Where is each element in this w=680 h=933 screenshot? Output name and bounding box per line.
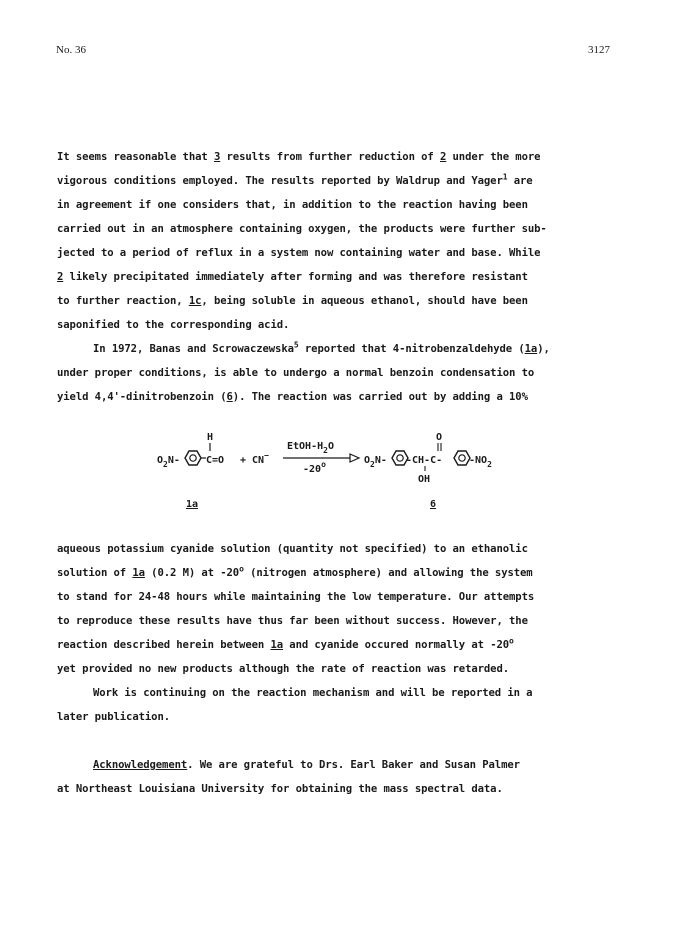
text-run: Work is continuing on the reaction mechanism and will be reported in a bbox=[93, 687, 533, 699]
reaction-scheme bbox=[0, 420, 680, 530]
text-run: yet provided no new products although the rate of reaction was retarded. bbox=[57, 663, 510, 675]
text-run: to further reaction, bbox=[57, 295, 189, 307]
text-run: solution of bbox=[57, 567, 133, 579]
carbonyl-left: C=O bbox=[206, 455, 225, 466]
text-run: ). The reaction was carried out by adding a 10% bbox=[232, 391, 528, 403]
benzene-ring-right-icon bbox=[454, 451, 470, 465]
text-run: to reproduce these results have thus far been without success. However, the bbox=[57, 615, 528, 627]
paragraph-future-work bbox=[57, 681, 617, 729]
text-run: (nitrogen atmosphere) and allowing the system bbox=[243, 567, 533, 579]
text-line bbox=[57, 705, 617, 729]
text-line bbox=[57, 657, 617, 681]
text-line bbox=[57, 241, 617, 265]
text-line bbox=[57, 753, 617, 777]
compound-label-6: 6 bbox=[430, 499, 437, 510]
text-line bbox=[57, 313, 617, 337]
product-bridge: -CH-C- bbox=[406, 455, 443, 466]
text-run: vigorous conditions employed. The results reported by Waldrup and Yager bbox=[57, 175, 503, 187]
text-run: to stand for 24-48 hours while maintaining the low temperature. Our attempts bbox=[57, 591, 535, 603]
superscript: 1 bbox=[502, 172, 508, 182]
underlined-ref: Acknowledgement bbox=[93, 759, 188, 771]
text-run: . We are grateful to Drs. Earl Baker and Susan Palmer bbox=[187, 759, 520, 771]
o2n-right: $O_2N-$ bbox=[364, 455, 387, 469]
text-line bbox=[57, 681, 617, 705]
text-run: at Northeast Louisiana University for obtaining the mass spectral data. bbox=[57, 783, 503, 795]
text-line bbox=[57, 193, 617, 217]
text-line bbox=[57, 561, 617, 585]
superscript: 5 bbox=[293, 340, 299, 350]
text-line bbox=[57, 585, 617, 609]
text-run: reaction described herein between bbox=[57, 639, 271, 651]
plus-cyanide: + CN− bbox=[240, 451, 269, 466]
underlined-ref: 1a bbox=[270, 639, 284, 651]
underlined-ref: 1a bbox=[524, 343, 538, 355]
hydroxyl-label: OH bbox=[418, 474, 431, 485]
underlined-ref: 1c bbox=[188, 295, 202, 307]
h-label: H bbox=[207, 432, 214, 443]
superscript: o bbox=[509, 636, 514, 646]
text-run: It seems reasonable that bbox=[57, 151, 214, 163]
text-line bbox=[57, 289, 617, 313]
text-run: (0.2 M) at -20 bbox=[144, 567, 240, 579]
underlined-ref: 3 bbox=[213, 151, 221, 163]
underlined-ref: 2 bbox=[439, 151, 447, 163]
benzene-ring-left-icon bbox=[185, 451, 201, 465]
carbonyl-o-label: O bbox=[436, 432, 443, 443]
o2n-left: $O_2N-$ bbox=[157, 455, 180, 469]
text-line bbox=[57, 633, 617, 657]
no2-right: $-NO_2$ bbox=[469, 455, 492, 469]
paragraph-benzoin-condensation bbox=[57, 337, 617, 409]
text-run: likely precipitated immediately after forming and was therefore resistant bbox=[63, 271, 528, 283]
text-run: under the more bbox=[446, 151, 541, 163]
text-line bbox=[57, 169, 617, 193]
underlined-ref: 6 bbox=[226, 391, 233, 403]
arrow-solvent: EtOH-$H_2O$ bbox=[287, 441, 334, 455]
text-run: results from further reduction of bbox=[220, 151, 440, 163]
underlined-ref: 2 bbox=[57, 271, 64, 283]
text-run: in agreement if one considers that, in addition to the reaction having been bbox=[57, 199, 528, 211]
paragraph-literature-procedure bbox=[57, 537, 617, 681]
paragraph-reduction-discussion bbox=[57, 145, 617, 337]
text-line bbox=[57, 609, 617, 633]
text-line bbox=[57, 777, 617, 801]
compound-label-1a: 1a bbox=[186, 499, 199, 510]
text-run: aqueous potassium cyanide solution (quantity not specified) to an ethanolic bbox=[57, 543, 528, 555]
text-run: yield 4,4'-dinitrobenzoin ( bbox=[57, 391, 227, 403]
text-run: later publication. bbox=[57, 711, 171, 723]
text-run: In 1972, Banas and Scrowaczewska bbox=[93, 343, 294, 355]
text-run: under proper conditions, is able to undergo a normal benzoin condensation to bbox=[57, 367, 535, 379]
text-line bbox=[57, 145, 617, 169]
text-line bbox=[57, 217, 617, 241]
text-run: carried out in an atmosphere containing oxygen, the products were further sub- bbox=[57, 223, 547, 235]
text-line bbox=[57, 337, 617, 361]
text-run: reported that 4-nitrobenzaldehyde ( bbox=[298, 343, 525, 355]
text-run: ), bbox=[537, 343, 550, 355]
paragraph-acknowledgement bbox=[57, 753, 617, 801]
text-run: saponified to the corresponding acid. bbox=[57, 319, 290, 331]
text-run: and cyanide occured normally at -20 bbox=[283, 639, 510, 651]
text-line bbox=[57, 265, 617, 289]
issue-number: No. 36 bbox=[56, 44, 86, 56]
text-run: are bbox=[507, 175, 533, 187]
arrow-temperature: -20$^o$ bbox=[303, 460, 326, 475]
text-line bbox=[57, 361, 617, 385]
underlined-ref: 1a bbox=[132, 567, 145, 579]
text-run: jected to a period of reflux in a system now containing water and base. While bbox=[57, 247, 541, 259]
text-run: , being soluble in aqueous ethanol, should have been bbox=[201, 295, 528, 307]
superscript: o bbox=[239, 564, 244, 574]
text-line bbox=[57, 385, 617, 409]
page-number: 3127 bbox=[588, 44, 610, 56]
text-line bbox=[57, 537, 617, 561]
